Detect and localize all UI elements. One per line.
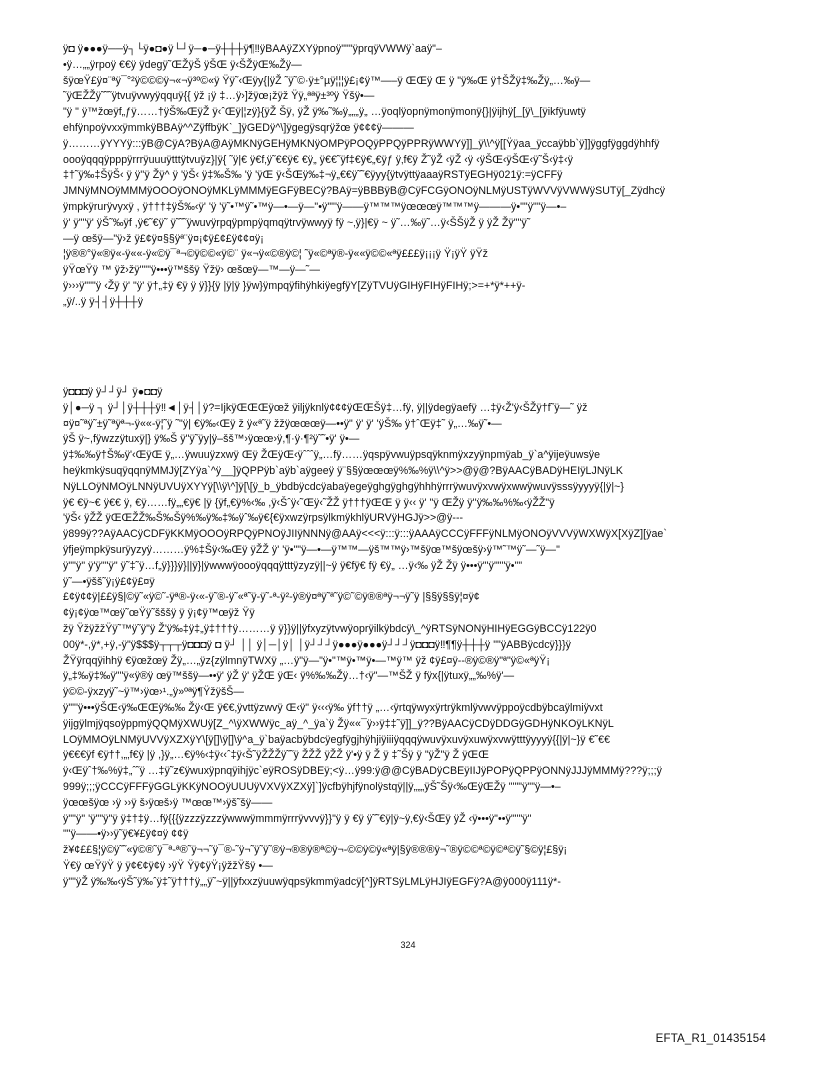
text-line: ÿ""ÿ" ÿ'ÿ""ÿ" ÿ˜‡˜ÿ…f„ÿ}}}ÿ}||ÿ}|ÿwwwÿoooÿqqqÿtttÿzyzÿ||~ÿ ÿ€fÿ€ fÿ €ÿ„ …ÿ‹‰ ÿŽ Žÿ ÿ•••ÿ"'ÿ"""ÿ•""	[63, 559, 523, 572]
text-line: £¢ÿ¢¢ÿ|££ÿ§|©ÿ˜«ÿ©˜-ÿª®-ÿ‹«-ÿ˜®-ÿ˜«ª˜ÿ-ÿ˜-ª-ÿ²-ÿ®ÿ¤ªÿ˜ª˜ÿ©˜©ÿ®®ªÿ¬¬ÿ˜ÿ |§§ÿ§§ÿ¦¤ÿ¢	[63, 591, 480, 604]
text-line: 00ÿ*-,ÿ*,+ÿ,-ÿ"ÿ$$$ÿ┬┬┬ÿ◘◘◘ÿ ◘ ÿ┘ ││ ÿ│─│ÿ│ │ÿ┘┘┘ÿ●●●ÿ●●●ÿ┘┘┘ÿ◘◘◘ÿ‼¶¶ÿ┼┼┼ÿ ""ÿABBÿcdcÿ}}}ÿ	[63, 638, 572, 651]
text-line: ŽŸÿrqqÿihhÿ €ÿœžœÿ Žÿ„…„ÿz{zÿlmnÿTWXÿ „…ÿ"ÿ—"ÿ•"™ÿ•™ÿ•—™ÿ™ ÿž ¢ÿ£¤ÿ--®ÿ©®ÿ"ª"ÿ©«ªÿŸ¡	[63, 654, 550, 667]
text-line: ¦ÿ®®°ÿ«®ÿ«-ÿ««-ÿ«©ÿ¯ª¬©ÿ©©«ÿ©¨ ÿ«¬ÿ«©®ÿ©¦ ˜ÿ«©ªÿ®-ÿ««ÿ©©«ªÿ£££ÿ¡¡¡ÿ Ÿ¡ÿŸ ÿŸž	[63, 248, 488, 261]
text-line: ÿ◘◘◘ÿ ÿ┘┘ÿ┘ ÿ●◘◘ÿ	[63, 386, 163, 398]
text-line: ÿ‡‰‰ÿ†Š‰ÿ'‹ŒÿŒ ÿ„…ÿwuuÿzxwÿ Œÿ ŽŒÿŒ‹ÿˆˆˆÿ„…fÿ……ÿqspÿvwuÿpsqÿknmÿxzyÿnpmÿab_ÿ`a^ÿijeÿuwsÿe	[63, 449, 601, 462]
text-line: 999ÿ;;;ÿCCCÿFFFÿGGLÿKKÿNOOÿUUUÿVXVÿXZXÿ]`]ÿcfbÿhjfÿnolÿstqÿ||ÿ„„„ÿŠ˜Šÿ‹‰ŒÿŒŽÿ '"""ÿ""ÿ—•–	[63, 780, 561, 793]
text-line: ÿ€ €ÿ~€ ÿ€€ ÿ, €ÿ……fÿ„„€ÿ€ |ÿ {ÿf„€ÿ%‹‰ ,ÿ‹Šˆÿ‹˜Œÿ‹˜ŽŽ ÿ†††ÿŒŒ ÿ ÿ‹‹ ÿ' "ÿ ŒŽÿ ÿ''ÿ‰‰%‰‹ÿŽŽ"ÿ	[63, 496, 555, 509]
encoded-text-block-first	[63, 42, 757, 311]
text-line: ÿ©©-ÿxzyÿ˜~ÿ™›ÿœ›¹.„ÿ»ºªÿ¶ŸžÿšŠ—	[63, 686, 245, 699]
text-line: ehfÿnpoÿvxxÿmmkÿBBAÿ^^ZÿffbÿKˋ_]ÿGEDÿ^\]ÿgegÿsqrÿžœ ÿ¢¢¢ÿ———	[63, 121, 414, 134]
text-line: ¢ÿ¡¢ÿœ™œÿ˜œŸÿ˜šššÿ ÿ ÿ¡¢ÿ™œÿž Ÿÿ	[63, 607, 255, 620]
text-line: JMNÿMNOÿMMMÿOOOÿONOÿMKLÿMMMÿEGFÿBECÿ?BAÿ=ÿBBBÿB@CÿFCGÿONOÿNLMÿUSTÿWVVÿVWWÿSUTÿ[_Zÿdhcÿ	[63, 185, 666, 198]
text-line: NÿLLOÿNMOÿLNNÿUVUÿXYYÿ[\\ÿ\^]ÿ[\[ÿ_b_ÿbdbÿcdcÿabaÿegeÿghgÿghgÿhhhÿrrrÿwuvÿxvwÿxwwÿwuvÿsssÿyyyÿ{|ÿ|~}	[63, 480, 624, 493]
text-line: ÿmpkÿrurÿvyxÿ , ÿ†††‡ÿŠ‰‹ÿ' 'ÿ 'ÿ˜•™ÿ˜•™ÿ—•—ÿ—"•ÿ""'ÿ——ÿ™™™ÿœœœÿ™™™ÿ———ÿ•""ÿ""ÿ—•–	[63, 200, 567, 213]
text-line: ÿ‹Œÿˆ†‰%ÿ‡„ˆ˜ÿ …‡ÿ˜z€ÿwuxÿpnqÿihjÿc`eÿROSÿDBEÿ;<ÿ…ÿ99:ÿ@@CÿBADÿCBEÿIIJÿPOPÿQPPÿONNÿJJJÿMMMÿ???ÿ;;;ÿ	[63, 765, 662, 778]
text-line: ÿfjeÿmpkÿsurÿyzyÿ………ÿ%‡Šÿ‹‰Œÿ ÿŽŽ ÿ' 'ÿ•""ÿ—•—ÿ™™—ÿš™™ÿ›™šÿœ™šÿœšÿ›ÿ™˜™ÿ˜—˜ÿ—"	[63, 543, 560, 556]
text-line: ÿ„‡‰ÿ‡‰ÿ""ÿ«ÿ®ÿ œÿ™ššÿ—••ÿ' ÿŽ ÿ' ÿŽŒ ÿŒ‹ ÿ%‰‰Žÿ…†‹ÿ"—™ŠŽ ÿ fÿx{|ÿtuxÿ„„‰%ÿ'—	[63, 670, 515, 683]
text-line: ÿŸœŸÿ ™ ÿž›žÿ"""ÿ•••ÿ™ššÿ Ÿžÿ› œšœÿ—™—ÿ—˜—	[63, 264, 320, 277]
text-line: ""ÿ——•ÿ››ÿ˜ÿ€¥£ÿ¢¤ÿ ¢¢ÿ	[63, 828, 189, 841]
text-line: ÿ│●─ÿ ┐ ÿ┘│ÿ┼┼┼ÿ‼◄│ÿ┤│ÿ?=IjkÿŒŒŒÿœž ÿiljÿknlÿ¢¢¢ÿŒŒŠÿ‡…fÿ, ÿ||ÿdegÿaefÿ …‡ÿ‹Ž'ÿ‹ŠŽÿ†f˜ÿ—˜ ÿž	[63, 401, 588, 414]
text-line: ÿŠ ÿ~,fÿwzzÿtuxÿ|} ÿ‰Š ÿ"ÿ˜ÿy|ÿ–šš™›ÿœœ›ÿ,¶·ÿ·¶²ÿ˜˜•ÿ' ÿ•—	[63, 433, 360, 446]
text-line: ˜ÿŒŽŽÿ˜˜˜ÿtvuÿvwyÿqquÿ{{ ÿž ¡ÿ ‡…ÿ›]žÿœ¡žÿž Ÿÿ„ªªÿ±³ºÿ Ÿšÿ•—	[63, 90, 375, 103]
text-line: šÿœŸ£ÿ¤¨ªÿ¯°²ÿ©©©ÿ¬«¬ÿ³º©«ÿ Ÿÿ˜‹Œÿy{|ÿŽ ˜ÿ˜©·ÿ±°µÿ¦¦¦ÿ£¡¢ÿ™—–ÿ ŒŒÿ Œ ÿ "ÿ‰Œ ÿ†ŠŽÿ‡‰Žÿ„…‰ÿ—	[63, 74, 591, 87]
text-line: ÿ◘ ÿ●●●ÿ──ÿ┐└ÿ●◘●ÿ└┘ÿ─●─ÿ┼┼┼ÿ¶‼ÿBAAÿZXYÿpnoÿ"""ÿprqÿVWWÿ`aaÿ"–	[63, 43, 442, 55]
text-line: ÿ""'ÿ•••ÿŠŒ‹ÿ‰ŒŒÿ‰‰ Žÿ‹Œ ÿ€€‚ÿvttÿzwvÿ Œ‹ÿ" ÿ‹‹‹ÿ‰ ÿf††ÿ „…‹ÿrtqÿwyxÿrtrÿkmlÿvwvÿppoÿcdbÿbcaÿlmiÿvxt	[63, 701, 603, 714]
text-line: ÿ˜—•ÿšš˜ÿ¡ÿ£¢ÿ£¤ÿ	[63, 575, 155, 588]
text-line: ¤ÿ¤˜ªÿ˜±ÿ˜ªÿª¬-ÿ««-ÿ¦˜ÿ ˜"ÿ| €ÿ‰‹Œÿ ž ÿ«ª˜ÿ žžÿœœœÿ—••ÿ" ÿ' ÿ' 'ÿŠ‰ ÿ†ˆŒÿ‡˜ ÿ„…‰ÿ˜•—	[63, 417, 502, 430]
text-line: ÿ›››ÿ"""ÿ ‹Žÿ ÿ' "ÿ' ÿ†„‡ÿ €ÿ ÿ ÿ}}{ÿ |ÿ|ÿ }ÿw}ÿmpqÿfihÿhkiÿegfÿY[ZÿTVUÿGIHÿFIHÿFIHÿ;>=+*ÿ*++ÿ-	[63, 279, 526, 292]
text-line: •ÿ…„„ÿrpoÿ €€ÿ ÿdegÿ˜ŒŽÿŠ ÿŠŒ ÿ‹ŠŽÿŒ‰Žÿ—	[63, 58, 302, 71]
encoded-text-block-second	[63, 385, 757, 891]
text-line: "ÿ " ÿ™žœÿf„ƒÿ……†ÿŠ‰ŒÿŽ ÿ‹ˆŒÿ|¦zÿ}{ÿŽ Šÿ, ÿŽ ÿ‰˜‰ÿ„„„ÿ„ …ÿoqlÿopnÿmonÿmonÿ{}|ÿijhÿ[_[ÿ\_[ÿikfÿuwtÿ	[63, 106, 586, 119]
text-line: Ÿ€ÿ œŸÿŸ ÿ ÿ¢€¢ÿ¢ÿ ›ÿŸ Ÿÿ¢ÿŸ¡ÿžžŸšÿ •—	[63, 859, 273, 872]
text-line: ÿœœšÿœ ›ÿ ››ÿ š›ÿœš›ÿ ™œœ™›ÿš˜šÿ——	[63, 796, 273, 809]
text-line: ž¥¢££§¦ÿ©ÿ˜˜«ÿ©®˜ÿ¯ª-ª®˜ÿ¬¬˜ÿ¯®-˜ÿ¬˜ÿ˜ÿ˜®ÿ¬®®ÿ®ª©ÿ¬-©©ÿ©ÿ«ªÿ|§ÿ®®®ÿ¬˜®ÿ©©ª©ÿ©ª©ÿ˜§©ÿ¦£§ÿ¡	[63, 844, 568, 857]
text-line: 'ÿŠ‹ ÿŽŽ ÿŒŒŽŽ‰Š‰Šÿ%‰ÿ‰‡‰ÿˆ‰ÿ€{€ÿxwzÿrpsÿlkmÿkhlÿURVÿHGJÿ>>@ÿ---	[63, 512, 464, 525]
text-line: heÿkmkÿsuqÿqqnÿMMJÿ[ZYÿa`^ÿ__]ÿQPPÿb`aÿb`aÿgeeÿ ÿ¨§§ÿœœœÿ%‰%ÿ\\^ÿ>>@ÿ@?BÿAACÿBADÿHEIÿLJNÿLK	[63, 464, 623, 477]
bates-number: EFTA_R1_01435154	[655, 1033, 766, 1045]
text-line: LOÿMMOÿLNMÿUVVÿXZXÿY\[ÿ[]\ÿ[]\ÿ^a_ÿ`baÿacbÿbdcÿegfÿgjhÿhjiÿiiiÿqqqÿwuvÿxuvÿxuwÿxvwÿtttÿyyyÿ{{|ÿ|~}ÿ €˜€€	[63, 733, 611, 746]
text-line: ‡†˜ÿ‰‡ŠÿŠ‹ ÿ ÿ''ÿ Žÿ^ ÿ 'ÿŠ‹ ÿ‡‰Š‰ 'ÿ 'ÿŒ ÿ‹ŠŒÿ‰‡¬ÿ„€€ÿ˜˜€ÿyy{ÿtvÿttÿaaaÿRSTÿEGHÿ021ÿ:=ÿCFFÿ	[63, 169, 563, 182]
text-line: ÿ€€€ÿf €ÿ††,„‚f€ÿ |ÿ ,}ÿ„…€ÿ%‹‡ÿ‹‹ˆ‡ÿ‹Š˜ÿŽŽŽÿ˜˜ÿ ŽŽŽ ÿŽŽ ÿ'•ÿ ÿ Ž ÿ ‡˜Šÿ ÿ "ÿŽ"ÿ Ž ÿŒŒ	[63, 749, 489, 762]
text-line: ÿ""ÿ" 'ÿ""ÿ"ÿ ÿ‡†‡ÿ…fÿ{{{ÿzzzÿzzzÿwwwÿmmmÿrrrÿvvvÿ}}"ÿ ÿ €ÿ ÿ˜˜€ÿ|ÿ~ÿ‚€ÿ‹ŠŒÿ ÿŽ ‹ÿ•••ÿ"••ÿ"""ÿ"	[63, 812, 532, 825]
text-line: ÿ""ÿŽ ÿ‰‰‹ÿŠ˜ÿ‰ˆÿ‡˜ÿ†††ÿ„„ÿ˜~ÿ||ÿfxxzÿuuwÿqpsÿkmmÿadcÿ[^]ÿRTSÿLMLÿHJIÿEGFÿ?A@ÿ000ÿ111ÿ*-	[63, 875, 561, 888]
text-line: ÿ899ÿ??AÿAACÿCDFÿKKMÿOOOÿRPQÿPNOÿJIIÿNNNÿ@AAÿ<<<ÿ:::ÿ:::ÿAAAÿCCCÿFFFÿNLMÿONOÿVVVÿWXWÿX[XÿZ][ÿae`	[63, 528, 667, 541]
text-line: ÿijgÿlmjÿqsoÿppmÿQQMÿXWUÿ[Z_^\ÿXWWÿc_aÿ_^_ÿa`ÿ Žÿ««¯ÿ››ÿ‡‡˜ÿ]]_ÿ??BÿAACÿCDÿDDGÿGDHÿNKOÿLKNÿL	[63, 717, 614, 730]
text-line: „ÿ/..ÿ ÿ┤┤ÿ┼┼┼ÿ	[63, 295, 144, 308]
text-line: —ÿ œšÿ—"ÿ›ž ÿ£¢ÿ¤§§ÿª¨ÿ¤¡¢ÿ£¢£ÿ¢¢¤ÿ¡	[63, 232, 264, 245]
text-line: ÿ' ÿ""ÿ' ÿŠ˜‰ÿf ,ÿ€˜€ÿ˜ ÿ˜˜˜ÿwuvÿrpqÿpmpÿqmqÿtrvÿwwyÿ fÿ ~‚ÿ}|€ÿ ~ ÿ˜…‰ÿ˜…ÿ‹ŠŠÿŽ ÿ ÿŽ Žÿ""ÿ˜	[63, 216, 531, 229]
page-number: 324	[400, 940, 416, 950]
text-line: oooÿqqqÿpppÿrrrÿuuuÿtttÿtvuÿz}|ÿ{ ˜ÿ|€ ÿ€f‚ÿ˜€€ÿ€ €ÿ„ ÿ€€˜ÿf‡€ÿ€„€ÿƒ ÿ‚f€ÿ Ž˜ÿŽ ‹ÿŽ ‹ÿ ‹ÿŠŒ‹ÿŠŒ‹ÿ˜Š‹ÿ‡‹ÿ	[63, 153, 573, 166]
text-line: ÿ………ÿYYYÿ:::ÿB@CÿA?BÿA@AÿMKNÿGEHÿMKNÿOMPÿPOQÿPPQÿPPRÿWWYÿ]]_ÿ\\^ÿ[[Ÿÿaa_ÿccaÿbb`ÿ]]ÿggfÿggdÿhhfÿ	[63, 137, 660, 150]
text-line: žÿ ŸžÿžžŸÿ˜™ÿ˜ÿ"ÿ Ž'ÿ‰‡ÿ‡„ÿ‡†††ÿ………ÿ ÿ}}ÿ||ÿfxyzÿtvwÿoprÿilkÿbdcÿ\_^ÿRTSÿNONÿHIHÿEGGÿBCCÿ122ÿ0	[63, 622, 597, 635]
